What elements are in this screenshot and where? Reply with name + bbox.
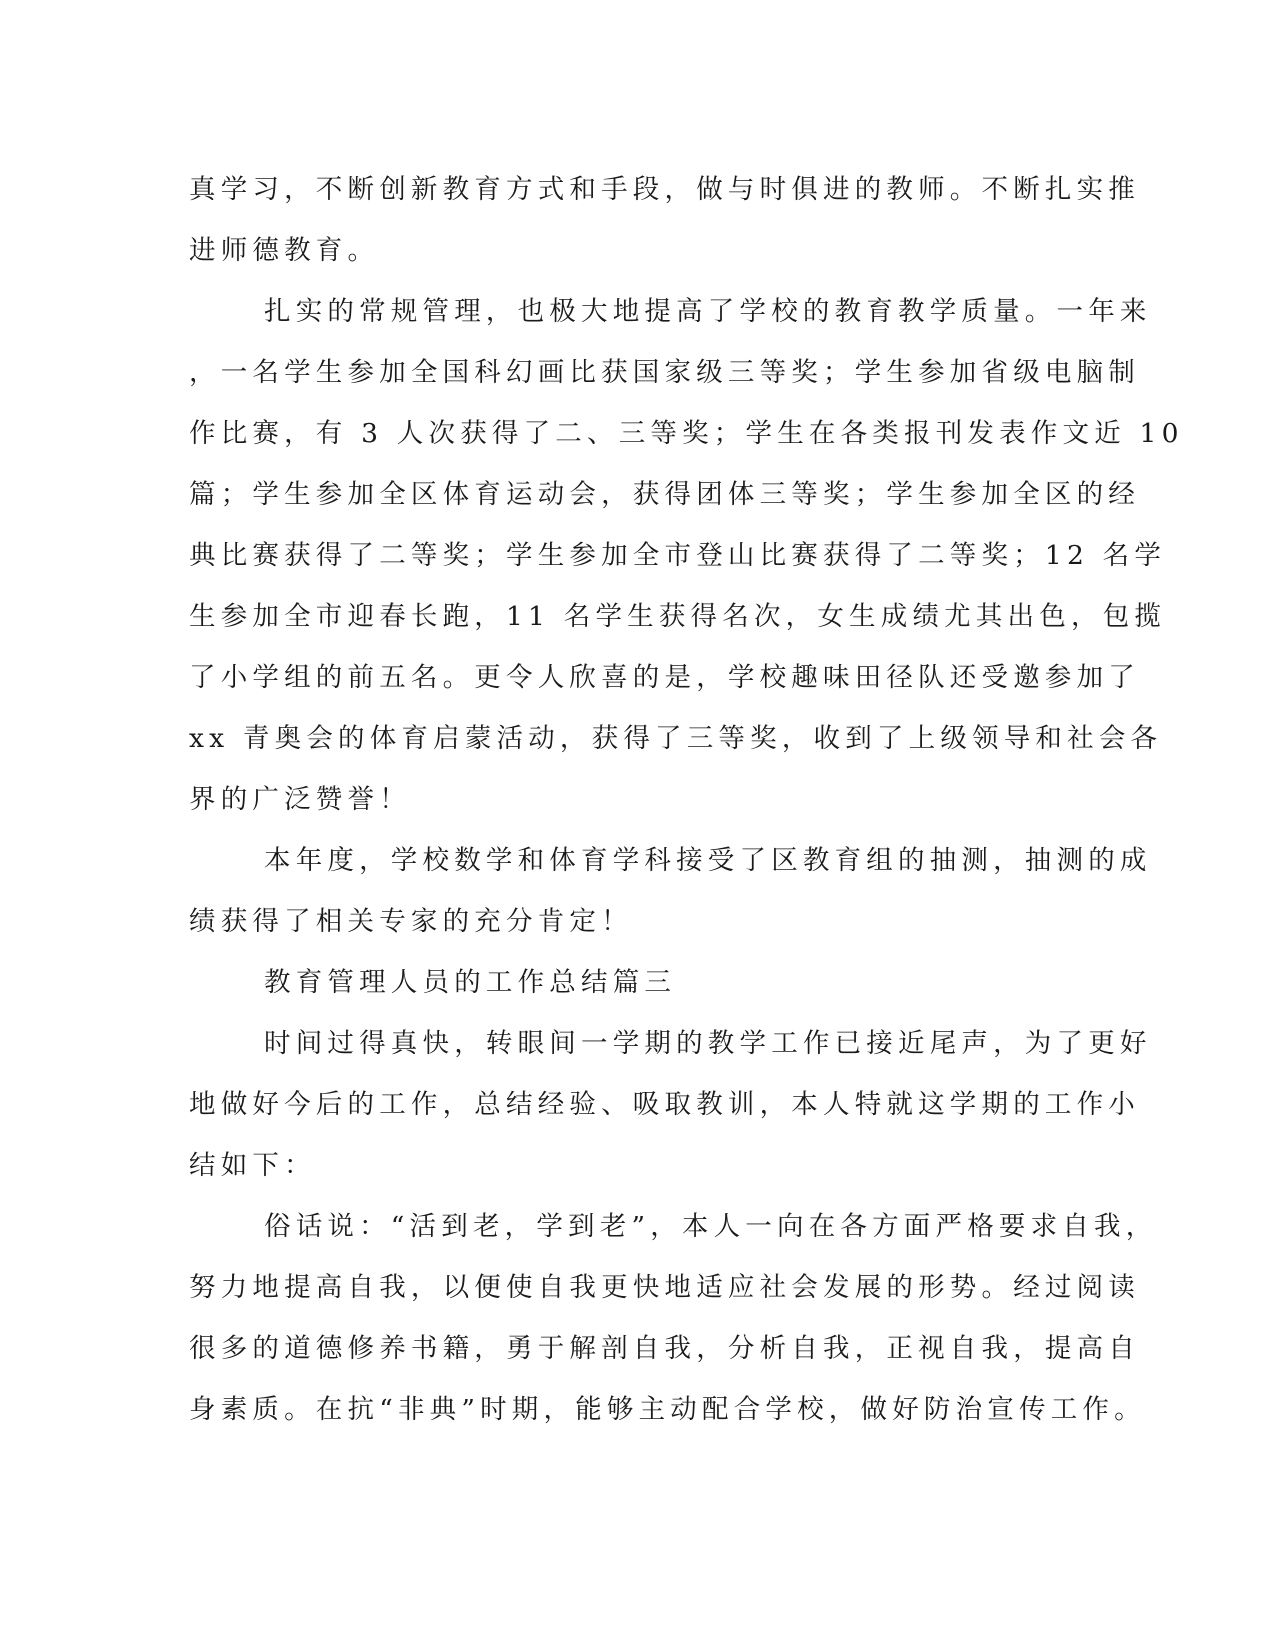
text-line: 篇；学生参加全区体育运动会，获得团体三等奖；学生参加全区的经 xyxy=(189,479,1140,510)
text-line: xx 青奥会的体育启蒙活动，获得了三等奖，收到了上级领导和社会各 xyxy=(189,723,1163,754)
document-body xyxy=(189,159,1184,1440)
text-line: 绩获得了相关专家的充分肯定！ xyxy=(189,906,633,937)
text-line: 界的广泛赞誉！ xyxy=(189,784,411,815)
text-line: 生参加全市迎春长跑，11 名学生获得名次，女生成绩尤其出色，包揽 xyxy=(189,601,1167,632)
text-line: 时间过得真快，转眼间一学期的教学工作已接近尾声，为了更好 xyxy=(264,1028,1152,1059)
text-line: 很多的道德修养书籍，勇于解剖自我，分析自我，正视自我，提高自 xyxy=(189,1333,1140,1364)
text-line: 了小学组的前五名。更令人欣喜的是，学校趣味田径队还受邀参加了 xyxy=(189,662,1140,693)
text-line: 俗话说：“活到老，学到老”，本人一向在各方面严格要求自我， xyxy=(264,1211,1158,1242)
section-heading: 教育管理人员的工作总结篇三 xyxy=(264,967,677,998)
text-line: 结如下： xyxy=(189,1150,316,1181)
text-line: 本年度，学校数学和体育学科接受了区教育组的抽测，抽测的成 xyxy=(264,845,1152,876)
text-line: ，一名学生参加全国科幻画比获国家级三等奖；学生参加省级电脑制 xyxy=(189,357,1140,388)
text-line: 典比赛获得了二等奖；学生参加全市登山比赛获得了二等奖；12 名学 xyxy=(189,540,1167,571)
text-line: 作比赛，有 3 人次获得了二、三等奖；学生在各类报刊发表作文近 10 xyxy=(189,418,1184,449)
text-line: 身素质。在抗“非典”时期，能够主动配合学校，做好防治宣传工作。 xyxy=(189,1394,1146,1425)
text-line: 地做好今后的工作，总结经验、吸取教训，本人特就这学期的工作小 xyxy=(189,1089,1140,1120)
text-line: 真学习，不断创新教育方式和手段，做与时俱进的教师。不断扎实推 xyxy=(189,174,1140,205)
text-line: 努力地提高自我，以便使自我更快地适应社会发展的形势。经过阅读 xyxy=(189,1272,1140,1303)
text-line: 进师德教育。 xyxy=(189,235,380,266)
text-line: 扎实的常规管理，也极大地提高了学校的教育教学质量。一年来 xyxy=(264,296,1152,327)
